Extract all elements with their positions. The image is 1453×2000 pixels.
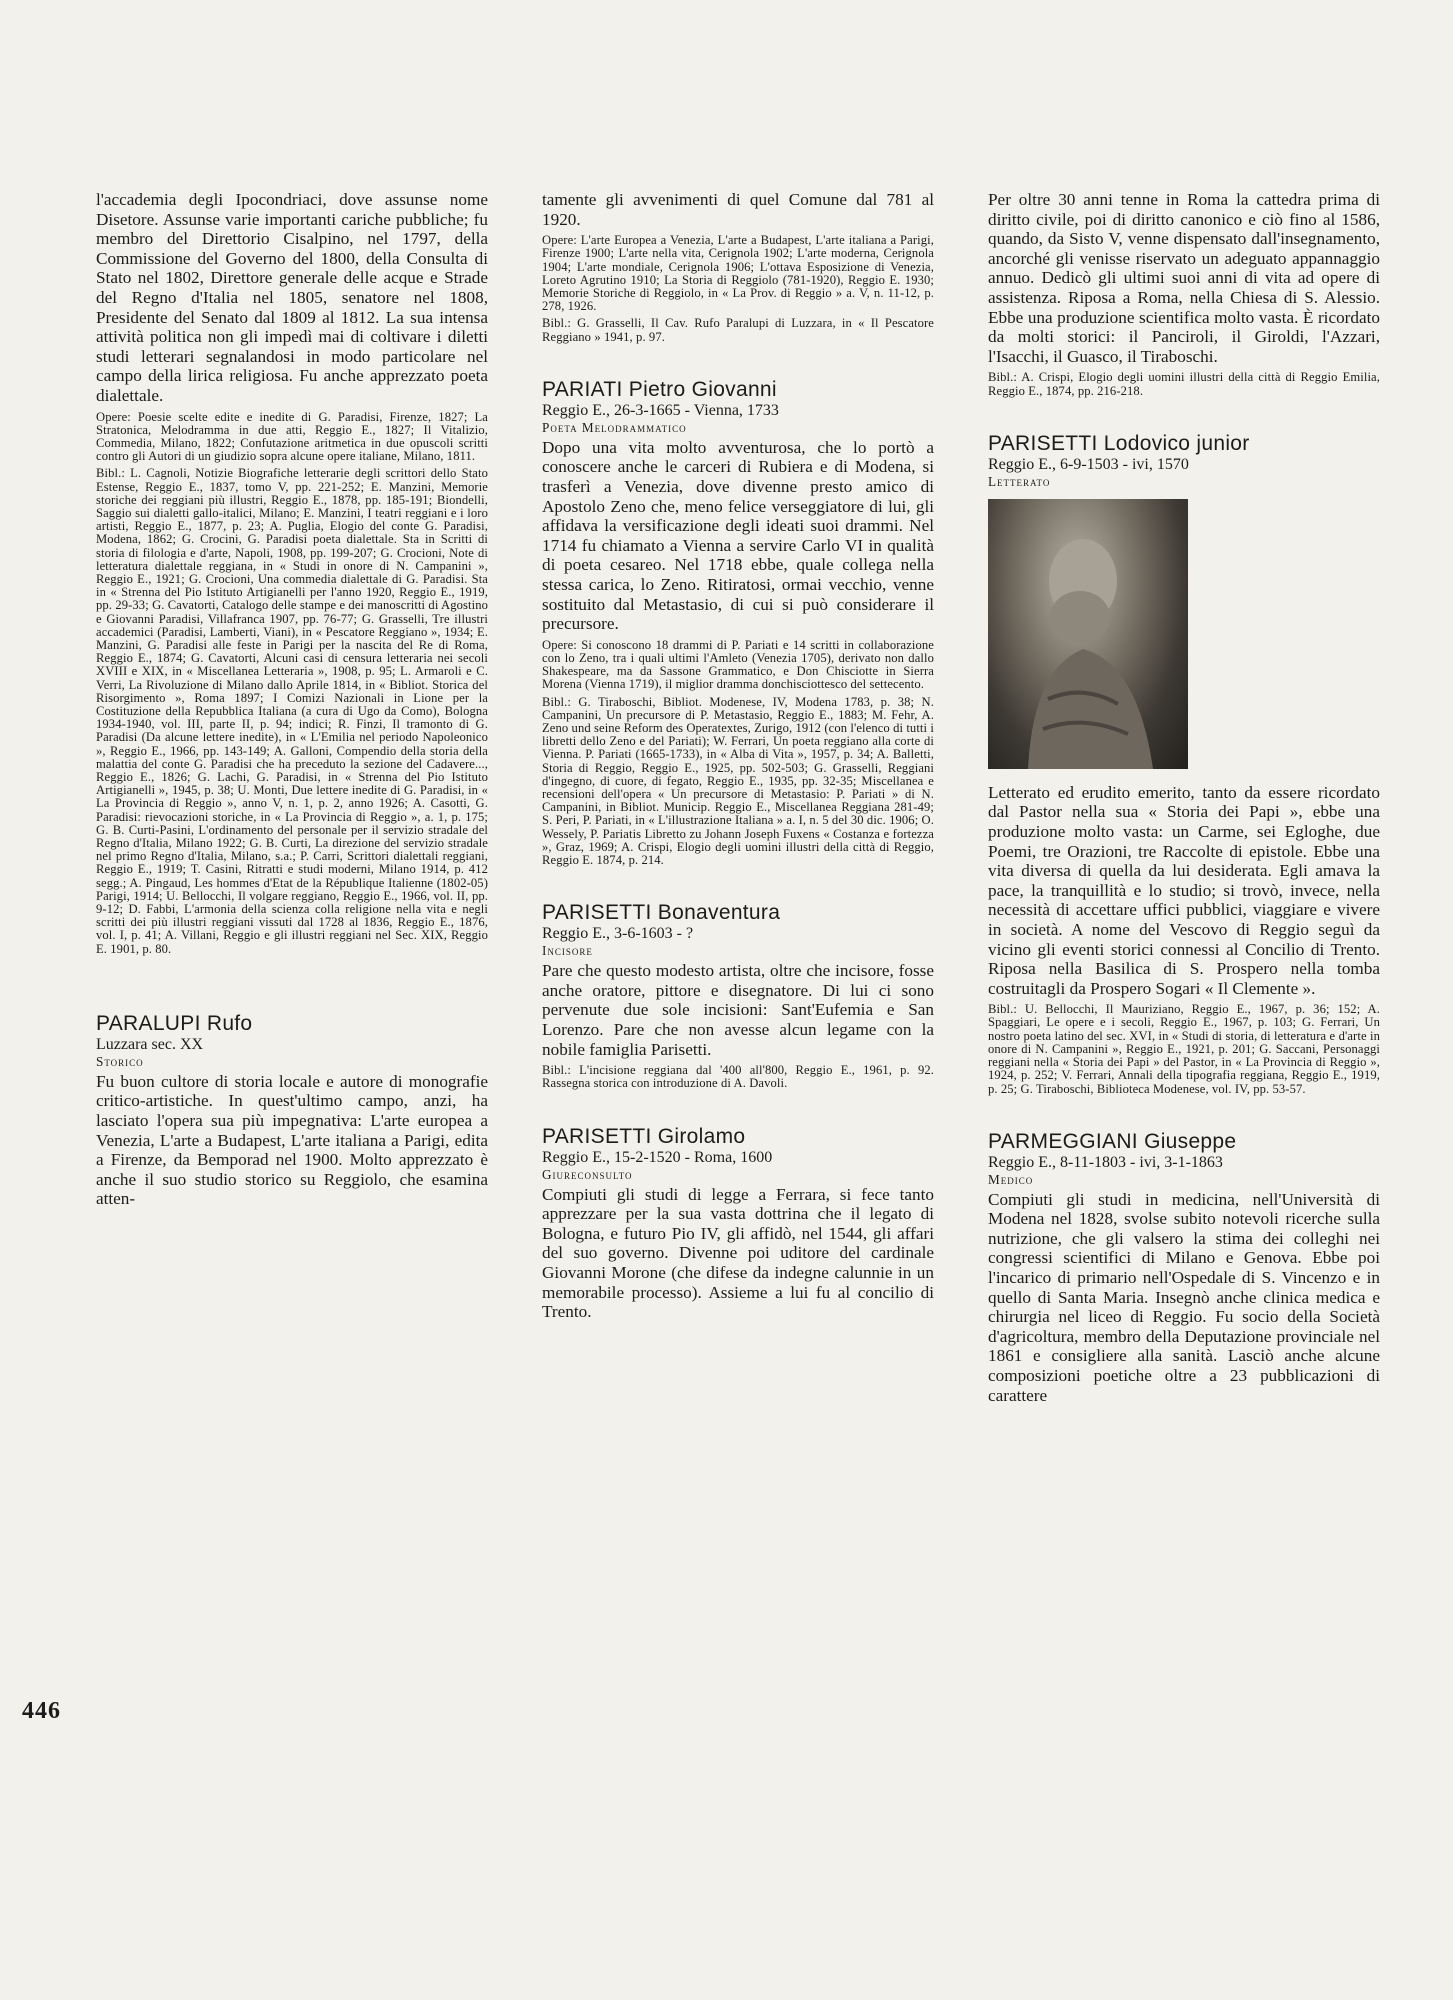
bibliography-note: Opere: Poesie scelte edite e inedite di G. Paradisi, Firenze, 1827; La Stratonica, Melodramma in due atti, Reggio E., 1827; Il Vitalizio, Commedia, Milano, 1822; Confutazione aritmetica in due opuscoli scritti contro gli Autori di un giudizio sopra alcune opere italiane, Milano, 1811. — [96, 409, 488, 464]
entry-role: Storico — [96, 1053, 144, 1069]
entry-heading: PARMEGGIANI Giuseppe — [988, 1129, 1237, 1153]
entry-role: Incisore — [542, 943, 593, 959]
bibliography-note: Bibl.: U. Bellocchi, Il Mauriziano, Reggio E., 1967, p. 36; 152; A. Spaggiari, Le opere e i secoli, Reggio E., 1967, p. 103; G. Ferrari, Un nostro poeta latino del sec. XVI, in « Studi di storia, di letteratura e d'arte in onore di N. Campanini », Reggio E., 1921, p. 201; G. Saccani, Personaggi reggiani nella « Storia dei Papi » del Pastor, in « La Provincia di Reggio », 1924, p. 252; V. Ferrari, Annali della tipografia reggiana, Reggio E., 1919, p. 25; G. Tiraboschi, Biblioteca Modenese, vol. IV, pp. 53-57. — [988, 1002, 1380, 1096]
bibliography-note: Bibl.: L'incisione reggiana dal '400 all'800, Reggio E., 1961, p. 92. Rassegna storica con introduzione di A. Davoli. — [542, 1063, 934, 1091]
bibliography-note: Bibl.: G. Tiraboschi, Bibliot. Modenese, IV, Modena 1783, p. 38; N. Campanini, Un precursore di P. Metastasio, Reggio E., 1883; M. Fehr, A. Zeno und seine Reform des Operatextes, Zurigo, 1912 (con l'elenco di tutti i libretti dello Zeno e del Pariati); W. Ferrari, Un poeta reggiano alla corte di Vienna. P. Pariati (1665-1733), in « Alba di Vita », 1957, p. 34; A. Balletti, Storia di Reggio, Reggio E., 1925, pp. 502-503; G. Grasselli, Reggiani d'ingegno, di cuore, di fegato, Reggio E., 1935, pp. 32-35; Miscellanea e recensioni dell'opera « Un precursore di Metastasio: P. Pariati » di N. Campanini, in Bibliot. Municip. Reggio E., Miscellanea Reggiana 281-49; S. Peri, P. Pariati, in « L'illustrazione Italiana » a. I, n. 5 del 30 dic. 1906; O. Wessely, P. Pariatis Libretto zu Johann Joseph Fuxens « Costanza e fortezza », Graz, 1969; A. Crispi, Elogio degli uomini illustri della città di Reggio, Reggio E. 1874, p. 214. — [542, 694, 934, 867]
body-paragraph: Dopo una vita molto avventurosa, che lo portò a conoscere anche le carceri di Rubiera e di Modena, si trasferì a Venezia, dove divenne presto amico di Apostolo Zeno che, meno felice verseggiatore di lui, gli affidava la versificazione degli ideati suoi drammi. Nel 1714 fu chiamato a Vienna a servire Carlo VI in qualità di poeta cesareo. Nel 1718 ebbe, quale collega nella stessa carica, lo Zeno. Ritiratosi, ormai vecchio, venne sostituito dal Metastasio, di cui si può considerare il precursore. — [542, 437, 934, 634]
body-paragraph: Compiuti gli studi di legge a Ferrara, si fece tanto apprezzare per la sua vasta dottrina che il legato di Bologna, e futuro Pio IV, gli affidò, nel 1544, gli affari del suo governo. Divenne poi uditore del cardinale Giovanni Morone (che difese da indegne calunnie in un memorabile processo). Assieme a lui fu al concilio di Trento. — [542, 1184, 934, 1322]
body-paragraph: Per oltre 30 anni tenne in Roma la cattedra prima di diritto civile, poi di diritto canonico e ciò fino al 1586, quando, da Sisto V, venne dispensato dall'insegnamento, ancorché gli venisse riservato un adeguato appannaggio annuo. Dedicò gli ultimi suoi anni di vita ad opere di assistenza. Riposa a Roma, nella Chiesa di S. Alessio. Ebbe una produzione scientifica molto vasta. È ricordato da molti storici: il Panciroli, il Giroldi, l'Azzari, l'Isacchi, il Guasco, il Tiraboschi. — [988, 190, 1380, 366]
entry-heading: PARISETTI Lodovico junior — [988, 431, 1250, 455]
body-paragraph: Letterato ed erudito emerito, tanto da essere ricordato dal Pastor nella sua « Storia dei Papi », ebbe una produzione molto vasta: un Carme, sei Egloghe, due Poemi, tre Orazioni, tre Raccolte di epistole. Ebbe una vita diversa di quella da lui desiderata. Egli amava la pace, la tranquillità e lo studio; si trovò, invece, nella necessità di accettare uffici pubblici, viaggiare e vivere in società. A nome del Vescovo di Reggio seguì da vicino gli eventi storici connessi al Concilio di Trento. Riposa nella Basilica di S. Prospero nella tomba costruitagli da Prospero Sogari « Il Clemente ». — [988, 782, 1380, 998]
bibliography-note: Bibl.: L. Cagnoli, Notizie Biografiche letterarie degli scrittori dello Stato Estense, Reggio E., 1837, tomo V, pp. 221-252; E. Manzini, Memorie storiche dei reggiani più illustri, Reggio E., 1878, pp. 185-191; Biondelli, Saggio sui dialetti gallo-italici, Milano; E. Manzini, I teatri reggiani e i loro artisti, Reggio E., 1877, p. 23; A. Puglia, Elogio del conte G. Paradisi, Modena, 1862; G. Crocini, G. Paradisi poeta dialettale. Sta in Scritti di storia di filologia e d'arte, Napoli, 1908, pp. 199-207; G. Crocioni, Note di letteratura dialettale reggiana, in « Studi in onore di N. Campanini », Reggio E., 1921; G. Crocioni, Una commedia dialettale di G. Paradisi. Sta in « Strenna del Pio Istituto Artigianelli per l'anno 1920, Reggio E., 1919, pp. 29-33; G. Cavatorti, Catalogo delle stampe e dei manoscritti di Agostino e Giovanni Paradisi, Villafranca 1907, pp. 76-77; G. Grasselli, Tre illustri accademici (Paradisi, Lamberti, Viani), in « Pescatore Reggiano », 1934; E. Manzini, G. Paradisi alle feste in Parigi per la nascita del Re di Roma, Reggio E., 1874; G. Cavatorti, Alcuni casi di censura letteraria nei secoli XVIII e XIX, in « Miscellanea Letteraria », 1908, p. 95; L. Armaroli e C. Verri, La Rivoluzione di Milano dallo Aprile 1814, in « Bibliot. Storica del Risorgimento », Roma 1897; I Comizi Nazionali in Lione per la Costituzione della Repubblica Italiana (a cura di Ugo da Como), Bologna 1934-1940, vol. III, parte II, p. 94; indici; R. Finzi, Il tramonto di G. Paradisi (Da alcune lettere inedite), in « L'Emilia nel periodo Napoleonico », Reggio E., 1966, pp. 143-149; A. Galloni, Compendio della storia della malattia del conte G. Paradisi che ha preceduto la sezione del Cadavere..., Reggio E., 1826; G. Lachi, G. Paradisi, in « Strenna del Pio Istituto Artigianelli », 1945, p. 38; U. Monti, Due lettere inedite di G. Paradisi, in « La Provincia di Reggio », anno V, n. 1, p. 2, anno 1926; A. Casotti, G. Paradisi: rievocazioni storiche, in « La Provincia di Reggio », a. 1, p. 175; G. B. Curti-Pasini, L'ordinamento del personale per il servizio stradale del Regno d'Italia, Milano 1922; G. B. Curti, La direzione del servizio stradale nel primo Regno d'Italia, Milano, s.a.; P. Carri, Scrittori dialettali reggiani, Reggio E., 1919; T. Casini, Ritratti e studi moderni, Milano 1914, p. 412 segg.; A. Pingaud, Les hommes d'Etat de la République Italienne (1802-05) Parigi, 1914; U. Bellocchi, Il volgare reggiano, Reggio E., 1966, vol. II, pp. 9-12; D. Fabbi, L'armonia della scienza colla religione nella vita e negli scritti dei più illustri reggiani vissuti dal 1728 al 1836, Reggio E., 1876, vol. I, p. 41; A. Villani, Reggio e gli illustri reggiani nel Sec. XIX, Reggio E. 1901, p. 80. — [96, 466, 488, 956]
body-paragraph: Fu buon cultore di storia locale e autore di monografie critico-artistiche. In quest'ultimo campo, anzi, ha lasciato l'opera sua più impegnativa: L'arte europea a Venezia, L'arte a Budapest, L'arte italiana a Parigi, edita a Firenze, da Bemporad nel 1900. Molto apprezzato è anche il suo studio storico su Reggiolo, che esamina atten- — [96, 1071, 488, 1209]
entry-spacer — [542, 1095, 934, 1125]
entry-spacer — [96, 960, 488, 1012]
column-middle — [542, 190, 934, 1327]
entry-role: Poeta Melodrammatico — [542, 419, 687, 435]
body-paragraph: l'accademia degli Ipocondriaci, dove assunse nome Disetore. Assunse varie importanti cariche pubbliche; fu membro del Direttorio Cisalpino, nel 1797, della Commissione del Governo del 1800, della Consulta di Stato nel 1802, Direttore generale delle acque e Strade del Regno d'Italia nel 1805, senatore nel 1808, Presidente del Senato dal 1809 al 1812. La sua intensa attività politica non gli impedì mai di coltivare i diletti studi letterari segnalandosi in modo particolare nel campo della lirica religiosa. Fu anche apprezzato poeta dialettale. — [96, 190, 488, 405]
column-right — [988, 190, 1380, 1410]
entry-dates: Reggio E., 26-3-1665 - Vienna, 1733 — [542, 401, 779, 419]
entry-heading: PARISETTI Girolamo — [542, 1124, 746, 1148]
body-paragraph: Compiuti gli studi in medicina, nell'Università di Modena nel 1828, svolse subito notevoli ricerche sulla nutrizione, che gli valsero la stima dei colleghi nei congressi scientifici di Milano e Genova. Ebbe poi l'incarico di primario nell'Ospedale di S. Vincenzo e in quello di Santa Maria. Insegnò anche clinica medica e chirurgia nel liceo di Reggio. Fu socio della Società d'agricoltura, membro della Deputazione provinciale nel 1861 e consigliere alla sanità. Lasciò anche alcune composizioni poetiche oltre a 23 pubblicazioni di carattere — [988, 1189, 1380, 1405]
entry-heading: PARALUPI Rufo — [96, 1011, 253, 1035]
page-number: 446 — [22, 1698, 61, 1724]
entry-role: Medico — [988, 1171, 1034, 1187]
bust-portrait-photo — [988, 499, 1188, 769]
entry-dates: Reggio E., 15-2-1520 - Roma, 1600 — [542, 1148, 773, 1166]
body-paragraph: Pare che questo modesto artista, oltre che incisore, fosse anche oratore, pittore e disegnatore. Di lui ci sono pervenute due sole incisioni: Sant'Eufemia e San Lorenzo. Pare che non avesse alcun legame con la nobile famiglia Parisetti. — [542, 961, 934, 1059]
bibliography-note: Bibl.: A. Crispi, Elogio degli uomini illustri della città di Reggio Emilia, Reggio E., 1874, pp. 216-218. — [988, 370, 1380, 398]
entry-dates: Reggio E., 6-9-1503 - ivi, 1570 — [988, 455, 1189, 473]
entry-dates: Reggio E., 8-11-1803 - ivi, 3-1-1863 — [988, 1153, 1223, 1171]
entry-role: Giureconsulto — [542, 1166, 633, 1182]
bibliography-note: Opere: Si conoscono 18 drammi di P. Pariati e 14 scritti in collaborazione con lo Zeno, tra i quali ultimi l'Amleto (Venezia 1705), derivato non dallo Shakespeare, ma da Sassone Grammatico, e Don Chisciotte in Sierra Morena (Vienna 1719), il miglior dramma donchisciottesco del settecento. — [542, 637, 934, 692]
body-paragraph: tamente gli avvenimenti di quel Comune dal 781 al 1920. — [542, 190, 934, 229]
entry-dates: Reggio E., 3-6-1603 - ? — [542, 925, 694, 943]
entry-spacer — [542, 348, 934, 378]
entry-heading: PARISETTI Bonaventura — [542, 901, 781, 925]
entry-dates: Luzzara sec. XX — [96, 1035, 204, 1053]
bibliography-note: Bibl.: G. Grasselli, Il Cav. Rufo Paralupi di Luzzara, in « Il Pescatore Reggiano » 1941, p. 97. — [542, 316, 934, 344]
entry-spacer — [988, 402, 1380, 432]
entry-heading: PARIATI Pietro Giovanni — [542, 377, 777, 401]
bibliography-note: Opere: L'arte Europea a Venezia, L'arte a Budapest, L'arte italiana a Parigi, Firenze 1900; L'arte nella vita, Cerignola 1902; L'arte moderna, Cerignola 1904; L'arte mondiale, Cerignola 1906; L'ottava Esposizione di Venezia, Loreto Agrutino 1910; La Storia di Reggiolo (781-1920), Reggio E. 1930; Memorie Storiche di Reggiolo, in « La Prov. di Reggio » a. V, n. 11-12, p. 278, 1926. — [542, 233, 934, 314]
entry-spacer — [988, 1100, 1380, 1130]
entry-role: Letterato — [988, 473, 1051, 489]
column-left — [96, 190, 488, 1214]
entry-spacer — [542, 871, 934, 901]
